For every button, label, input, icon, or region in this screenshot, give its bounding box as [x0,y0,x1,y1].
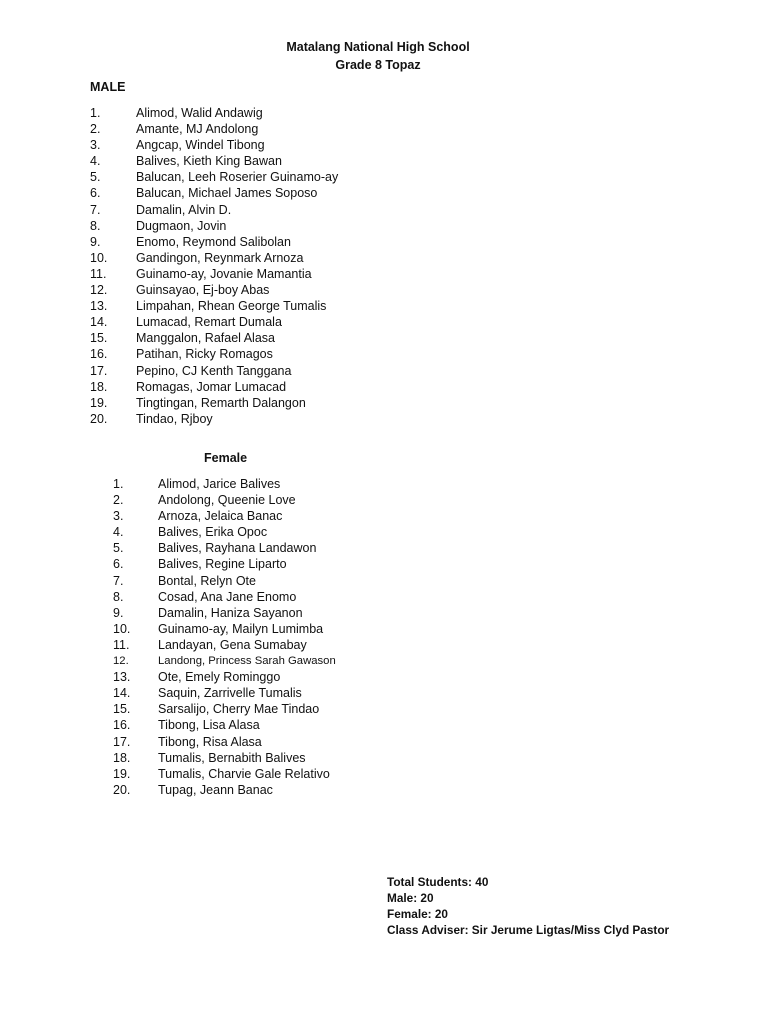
female-student-row [113,734,336,750]
student-name: Gandingon, Reynmark Arnoza [136,250,304,265]
student-name: Limpahan, Rhean George Tumalis [136,299,327,314]
student-name: Enomo, Reymond Salibolan [136,234,291,249]
female-student-list [113,476,336,798]
male-student-list [90,105,338,427]
student-number: 4. [113,525,124,540]
male-student-row [90,346,338,362]
male-heading: MALE [90,80,126,94]
student-number: 18. [90,379,108,394]
student-name: Alimod, Jarice Balives [158,477,281,491]
student-name: Tibong, Risa Alasa [158,734,262,749]
student-name: Guinamo-ay, Jovanie Mamantia [136,266,312,281]
student-number: 11. [113,637,130,652]
male-student-row [90,234,338,250]
female-student-row [113,573,336,589]
male-student-row [90,153,338,169]
student-number: 9. [113,605,124,620]
female-student-row [113,589,336,605]
male-student-row [90,395,338,411]
female-student-row [113,605,336,621]
male-student-row [90,379,338,395]
student-number: 1. [90,106,101,120]
student-name: Patihan, Ricky Romagos [136,347,273,362]
female-student-row [113,766,336,782]
female-student-row [113,701,336,717]
male-student-row [90,218,338,234]
female-student-row [113,556,336,572]
student-name: Sarsalijo, Cherry Mae Tindao [158,702,320,717]
student-number: 2. [90,122,101,137]
student-number: 13. [90,299,108,314]
student-number: 7. [90,202,101,217]
student-name: Amante, MJ Andolong [136,122,259,137]
student-number: 13. [113,670,131,685]
student-name: Balucan, Leeh Roserier Guinamo-ay [136,170,339,185]
student-number: 9. [90,234,101,249]
female-student-row [113,717,336,733]
student-name: Pepino, CJ Kenth Tanggana [136,363,292,378]
female-student-row [113,540,336,556]
student-number: 4. [90,154,101,169]
male-student-row [90,314,338,330]
student-number: 10. [90,250,108,265]
student-name: Landong, Princess Sarah Gawason [158,655,336,668]
female-student-row [113,750,336,766]
student-number: 15. [113,702,131,717]
student-number: 18. [113,750,131,765]
class-adviser: Class Adviser: Sir Jerume Ligtas/Miss Clyd Pastor [387,923,670,937]
female-student-row [113,508,336,524]
student-number: 17. [113,734,131,749]
student-name: Dugmaon, Jovin [136,218,227,233]
female-student-row [113,524,336,540]
student-number: 17. [90,363,108,378]
student-name: Damalin, Alvin D. [136,202,232,217]
male-student-row [90,266,338,282]
student-number: 15. [90,331,108,346]
student-number: 16. [90,347,108,362]
female-count: Female: 20 [387,907,448,921]
female-student-row [113,621,336,637]
student-number: 8. [113,589,124,604]
student-name: Tumalis, Charvie Gale Relativo [158,766,330,781]
class-section: Grade 8 Topaz [335,58,421,72]
female-heading: Female [204,451,248,465]
female-student-row [113,685,336,701]
total-students: Total Students: 40 [387,875,489,889]
student-number: 12. [90,283,108,298]
male-student-row [90,137,338,153]
student-number: 16. [113,718,131,733]
female-student-row [113,492,336,508]
male-student-row [90,169,338,185]
female-student-row [113,637,336,653]
student-name: Ote, Emely Rominggo [158,670,281,685]
student-name: Cosad, Ana Jane Enomo [158,589,297,604]
student-number: 3. [113,509,124,524]
student-name: Romagas, Jomar Lumacad [136,379,287,394]
female-student-row [113,476,336,492]
student-number: 6. [90,186,101,201]
student-name: Balives, Regine Liparto [158,557,287,572]
class-summary [387,874,669,938]
student-number: 14. [113,686,131,701]
student-number: 5. [113,541,124,556]
male-student-row [90,411,338,427]
student-number: 3. [90,138,101,153]
student-name: Balucan, Michael James Soposo [136,186,318,201]
student-name: Tumalis, Bernabith Balives [158,750,306,765]
student-name: Tupag, Jeann Banac [158,782,273,797]
student-name: Arnoza, Jelaica Banac [158,509,283,524]
male-student-row [90,121,338,137]
student-name: Angcap, Windel Tibong [136,138,265,153]
male-student-row [90,363,338,379]
female-student-row [113,782,336,798]
male-student-row [90,250,338,266]
student-name: Damalin, Haniza Sayanon [158,605,303,620]
student-name: Balives, Kieth King Bawan [136,154,282,169]
student-name: Lumacad, Remart Dumala [136,315,282,330]
male-student-row [90,185,338,201]
student-number: 14. [90,315,108,330]
student-name: Andolong, Queenie Love [158,493,296,508]
student-number: 12. [113,655,129,668]
student-number: 2. [113,493,124,508]
male-student-row [90,105,338,121]
student-number: 5. [90,170,101,185]
student-number: 10. [113,621,131,636]
student-name: Tindao, Rjboy [136,411,213,426]
student-name: Alimod, Walid Andawig [136,106,263,120]
student-number: 1. [113,477,124,491]
female-student-row [113,653,336,669]
student-name: Landayan, Gena Sumabay [158,637,307,652]
male-count: Male: 20 [387,891,434,905]
student-name: Balives, Erika Opoc [158,525,268,540]
student-number: 11. [90,266,107,281]
student-number: 20. [90,411,108,426]
student-number: 8. [90,218,101,233]
student-name: Tibong, Lisa Alasa [158,718,260,733]
student-name: Guinsayao, Ej-boy Abas [136,283,270,298]
student-number: 19. [90,395,108,410]
female-student-row [113,669,336,685]
male-student-row [90,298,338,314]
student-number: 6. [113,557,124,572]
student-name: Tingtingan, Remarth Dalangon [136,395,306,410]
student-name: Guinamo-ay, Mailyn Lumimba [158,621,324,636]
student-number: 7. [113,573,124,588]
male-student-row [90,202,338,218]
student-number: 19. [113,766,131,781]
student-name: Saquin, Zarrivelle Tumalis [158,686,302,701]
male-student-row [90,330,338,346]
student-name: Manggalon, Rafael Alasa [136,331,275,346]
student-name: Balives, Rayhana Landawon [158,541,317,556]
student-number: 20. [113,782,131,797]
male-student-row [90,282,338,298]
school-name: Matalang National High School [286,40,470,54]
student-name: Bontal, Relyn Ote [158,573,256,588]
